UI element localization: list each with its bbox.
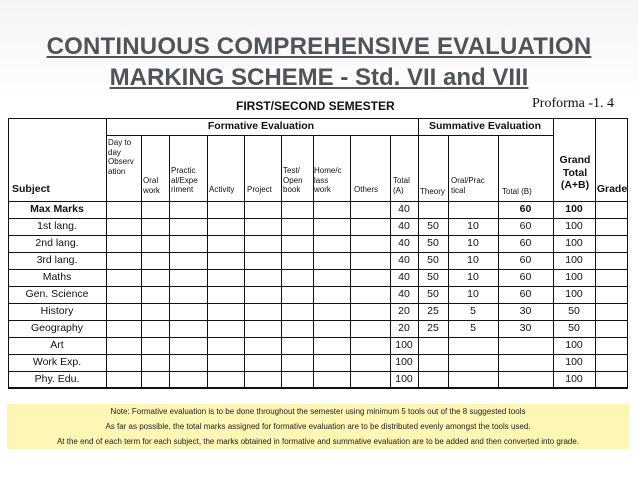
row-divider — [8, 252, 628, 253]
cell-theory: 50 — [427, 237, 439, 249]
row-divider — [8, 235, 628, 236]
table-border-right — [627, 118, 628, 388]
row-divider — [8, 371, 628, 372]
column-divider — [207, 135, 208, 388]
column-divider — [169, 135, 170, 388]
col-header-oral-practical: Oral/Prac tical — [451, 176, 485, 195]
cell-grand-total: 100 — [565, 254, 583, 266]
cell-grand-total: 50 — [568, 305, 580, 317]
row-divider — [8, 320, 628, 321]
cell-total-a: 20 — [398, 322, 410, 334]
cell-theory: 25 — [427, 322, 439, 334]
cell-theory: 50 — [427, 254, 439, 266]
notes-box — [7, 404, 629, 449]
col-header-grand-total: Grand Total (A+B) — [559, 154, 591, 191]
col-header-total-a: Total (A) — [393, 176, 410, 195]
group-header-divider — [418, 135, 553, 136]
row-divider — [8, 286, 628, 287]
cell-total-a: 40 — [398, 203, 410, 215]
cell-oral-practical: 10 — [467, 288, 479, 300]
cell-oral-practical: 5 — [470, 322, 476, 334]
cell-grand-total: 100 — [565, 356, 583, 368]
cell-grand-total: 100 — [565, 237, 583, 249]
col-header-theory: Theory — [420, 187, 445, 196]
cell-total-a: 40 — [398, 220, 410, 232]
col-header-activity: Activity — [209, 185, 235, 194]
table-border-top — [8, 118, 628, 119]
cell-theory: 25 — [427, 305, 439, 317]
cell-subject: Gen. Science — [25, 288, 89, 300]
cell-grand-total: 100 — [565, 271, 583, 283]
cell-oral-practical: 10 — [467, 254, 479, 266]
cell-grand-total: 100 — [565, 288, 583, 300]
column-divider — [106, 118, 107, 388]
row-divider — [8, 354, 628, 355]
cell-theory: 50 — [427, 271, 439, 283]
col-header-grade: Grade — [596, 183, 628, 195]
cell-theory: 50 — [427, 288, 439, 300]
cell-subject: Maths — [42, 271, 72, 283]
cell-subject: History — [40, 305, 74, 317]
cell-subject: 1st lang. — [37, 220, 77, 232]
cell-total-b: 60 — [519, 254, 532, 266]
semester-heading: FIRST/SECOND SEMESTER — [236, 99, 395, 113]
col-header-project: Project — [247, 185, 272, 194]
cell-subject: Phy. Edu. — [34, 373, 80, 385]
cell-total-b: 30 — [519, 305, 532, 317]
row-divider — [8, 337, 628, 338]
formative-header: Formative Evaluation — [207, 120, 315, 132]
cell-subject: Work Exp. — [32, 356, 82, 368]
cell-oral-practical: 10 — [467, 220, 479, 232]
cell-subject: Art — [50, 339, 64, 351]
cell-subject: Max Marks — [30, 203, 84, 215]
column-divider — [244, 135, 245, 388]
cell-total-a: 100 — [395, 373, 413, 385]
col-header-open-book: Test/ Open book — [283, 166, 303, 194]
summative-header: Summative Evaluation — [428, 120, 542, 132]
column-divider — [313, 135, 314, 388]
group-header-divider — [106, 135, 418, 136]
col-header-day-to-day: Day to day Observ ation — [108, 138, 134, 176]
cell-total-b: 60 — [519, 271, 532, 283]
col-header-subject: Subject — [12, 183, 50, 195]
cell-total-b: 60 — [519, 203, 532, 215]
cell-theory: 50 — [427, 220, 439, 232]
col-header-oral-work: Oral work — [143, 176, 160, 195]
cell-total-b: 30 — [519, 322, 532, 334]
row-divider — [8, 269, 628, 270]
note-line-3: At the end of each term for each subject, the marks obtained in formative and summative evaluation are to be added and then converted into grade. — [56, 437, 580, 446]
proforma-label: Proforma -1. 4 — [532, 96, 615, 111]
col-header-practical: Practic al/Expe riment — [171, 166, 198, 194]
cell-grand-total: 100 — [565, 373, 583, 385]
title-line-2: MARKING SCHEME - Std. VII and VIII — [109, 64, 529, 91]
column-divider — [141, 135, 142, 388]
cell-total-a: 40 — [398, 271, 410, 283]
note-line-2: As far as possible, the total marks assigned for formative evaluation are to be distributed evenly amongst the tools used. — [105, 422, 531, 431]
col-header-homework: Home/c lass work — [314, 166, 342, 194]
cell-total-a: 100 — [395, 356, 413, 368]
row-divider — [8, 201, 628, 202]
cell-grand-total: 100 — [565, 339, 583, 351]
cell-oral-practical: 5 — [470, 305, 476, 317]
cell-total-a: 20 — [398, 305, 410, 317]
cell-total-b: 60 — [519, 237, 532, 249]
row-divider — [8, 303, 628, 304]
note-line-1: Note: Formative evaluation is to be done throughout the semester using minimum 5 tools out of the 8 suggested tools — [110, 407, 526, 416]
cell-grand-total: 100 — [565, 220, 583, 232]
cell-grand-total: 100 — [565, 203, 583, 215]
cell-oral-practical: 10 — [467, 271, 479, 283]
row-divider — [8, 388, 628, 389]
cell-subject: Geography — [31, 322, 83, 334]
cell-oral-practical: 10 — [467, 237, 479, 249]
column-divider — [418, 118, 419, 388]
cell-total-a: 40 — [398, 237, 410, 249]
title-line-1: CONTINUOUS COMPREHENSIVE EVALUATION — [46, 33, 592, 60]
cell-total-a: 40 — [398, 254, 410, 266]
marking-scheme-table — [8, 118, 628, 388]
cell-subject: 2nd lang. — [35, 237, 79, 249]
column-divider — [350, 135, 351, 388]
cell-grand-total: 50 — [568, 322, 580, 334]
row-divider — [8, 218, 628, 219]
col-header-others: Others — [354, 185, 379, 194]
cell-total-a: 40 — [398, 288, 410, 300]
cell-total-b: 60 — [519, 220, 532, 232]
col-header-total-b: Total (B) — [502, 187, 532, 196]
column-divider — [595, 118, 596, 388]
cell-total-a: 100 — [395, 339, 413, 351]
cell-subject: 3rd lang. — [36, 254, 78, 266]
cell-total-b: 60 — [519, 288, 532, 300]
column-divider — [281, 135, 282, 388]
